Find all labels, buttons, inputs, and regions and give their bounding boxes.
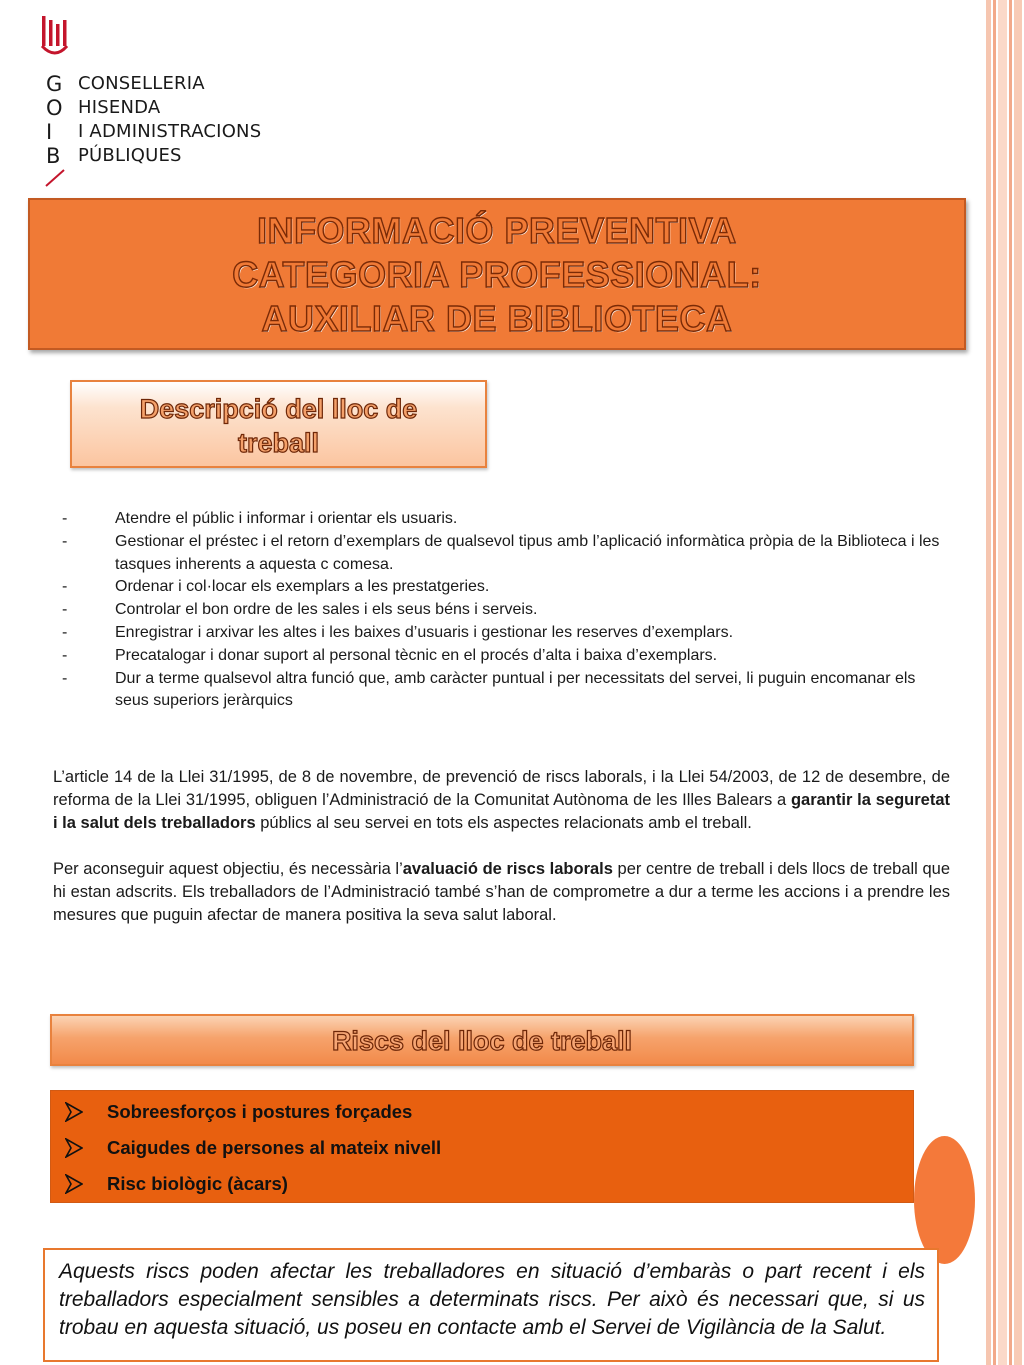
legal-paragraph bbox=[53, 766, 950, 835]
arrow-bullet-icon bbox=[65, 1174, 83, 1194]
list-item bbox=[51, 1136, 913, 1172]
dash-bullet: - bbox=[62, 669, 68, 687]
list-item bbox=[62, 531, 942, 577]
title-line: INFORMACIÓ PREVENTIVA bbox=[257, 210, 737, 251]
dash-bullet: - bbox=[62, 510, 68, 527]
text-run: per centre de treball i dels llocs de treball que hi estan adscrits. Els treballadors de l’Administració també s’han de comprometre a dur a terme les accions i a prendre les mesures que puguin afectar de manera positiva la seva salut laboral. bbox=[53, 860, 951, 924]
bold-text: avaluació de riscs laborals bbox=[402, 860, 613, 878]
text-run: públics al seu servei en tots els aspectes relacionats amb el treball. bbox=[255, 814, 752, 832]
risk-text: Caigudes de persones al mateix nivell bbox=[107, 1137, 442, 1158]
decorative-stripes bbox=[984, 0, 1024, 1365]
title-banner bbox=[28, 198, 966, 350]
list-item bbox=[51, 1100, 913, 1136]
logo-org-line: PÚBLIQUES bbox=[78, 145, 182, 166]
logo-org-line: HISENDA bbox=[78, 97, 161, 118]
duty-text: Ordenar i col·locar els exemplars a les prestatgeries. bbox=[115, 578, 490, 596]
heading-line: Riscs del lloc de treball bbox=[331, 1026, 633, 1056]
heading-line: treball bbox=[237, 428, 320, 458]
duty-text: Enregistrar i arxivar les altes i les baixes d’usuaris i gestionar les reserves d’exemplars. bbox=[115, 623, 734, 641]
text-run: L’article 14 de la Llei 31/1995, de 8 de novembre, de prevenció de riscs laborals, i la Llei 54/2003, de 12 de desembre, de reforma de la Llei 31/1995, obliguen l’Administració de la Comunitat Autònoma de les Illes Balears a bbox=[53, 768, 950, 809]
duty-text: Dur a terme qualsevol altra funció que, amb caràcter puntual i per necessitats del servei, li puguin encomanar els seus superiors jeràrquics bbox=[115, 669, 916, 710]
risk-text: Sobreesforços i postures forçades bbox=[107, 1101, 413, 1122]
stripe bbox=[1014, 0, 1022, 1365]
stripe bbox=[986, 0, 991, 1365]
legal-text bbox=[53, 766, 950, 950]
list-item bbox=[62, 645, 942, 668]
duty-text: Gestionar el préstec i el retorn d’exemplars de qualsevol tipus amb l’aplicació informàtica pròpia de la Biblioteca i les tasques inherents a aquesta c comesa. bbox=[115, 532, 940, 573]
logo-letters bbox=[46, 72, 63, 168]
dash-bullet: - bbox=[62, 578, 68, 596]
list-item bbox=[62, 508, 942, 531]
title-line: CATEGORIA PROFESSIONAL: bbox=[232, 254, 762, 295]
job-description-heading bbox=[70, 380, 487, 468]
dash-bullet: - bbox=[62, 646, 68, 664]
list-item bbox=[62, 668, 942, 714]
goib-logo bbox=[38, 14, 298, 194]
bold-text: garantir la seguretat i la salut dels treballadors bbox=[53, 791, 950, 832]
risks-heading bbox=[50, 1014, 914, 1066]
list-item bbox=[51, 1172, 913, 1208]
list-item bbox=[62, 599, 942, 622]
stripe bbox=[998, 0, 1007, 1365]
dash-bullet: - bbox=[62, 532, 68, 550]
logo-org-line: CONSELLERIA bbox=[78, 73, 205, 94]
logo-letter: B bbox=[46, 144, 61, 168]
dash-bullet: - bbox=[62, 601, 68, 619]
goib-emblem-icon bbox=[40, 16, 70, 58]
decorative-oval bbox=[914, 1136, 975, 1264]
risks-list bbox=[50, 1090, 914, 1203]
duty-text: Controlar el bon ordre de les sales i els seus béns i serveis. bbox=[115, 601, 538, 619]
heading-line: Descripció del lloc de bbox=[139, 394, 418, 424]
duty-text: Precatalogar i donar suport al personal tècnic en el procés d’alta i baixa d’exemplars. bbox=[115, 646, 718, 664]
risk-text: Risc biològic (àcars) bbox=[107, 1173, 288, 1194]
list-item bbox=[62, 576, 942, 599]
logo-letter: I bbox=[46, 120, 53, 144]
duty-text: Atendre el públic i informar i orientar els usuaris. bbox=[115, 510, 458, 527]
arrow-bullet-icon bbox=[65, 1138, 83, 1158]
legal-paragraph bbox=[53, 858, 950, 927]
slash-icon bbox=[44, 166, 66, 188]
dash-bullet: - bbox=[62, 623, 68, 641]
logo-org-name bbox=[78, 72, 261, 168]
logo-letter: G bbox=[46, 72, 63, 96]
logo-org-line: I ADMINISTRACIONS bbox=[78, 121, 262, 142]
title-line: AUXILIAR DE BIBLIOTECA bbox=[261, 298, 733, 339]
text-run: Per aconseguir aquest objectiu, és necessària l’ bbox=[53, 860, 403, 878]
arrow-bullet-icon bbox=[65, 1102, 83, 1122]
stripe bbox=[1009, 0, 1012, 1365]
note-box bbox=[43, 1248, 939, 1362]
list-item bbox=[62, 622, 942, 645]
duties-list bbox=[62, 508, 942, 713]
note-text: Aquests riscs poden afectar les treballadores en situació d’embaràs o part recent i els treballadors especialment sensibles a determinats riscs. Per això és necessari que, si us trobau en aquesta situació, us poseu en contacte amb el Servei de Vigilància de la Salut. bbox=[59, 1260, 925, 1339]
stripe bbox=[993, 0, 996, 1365]
logo-letter: O bbox=[46, 96, 63, 120]
